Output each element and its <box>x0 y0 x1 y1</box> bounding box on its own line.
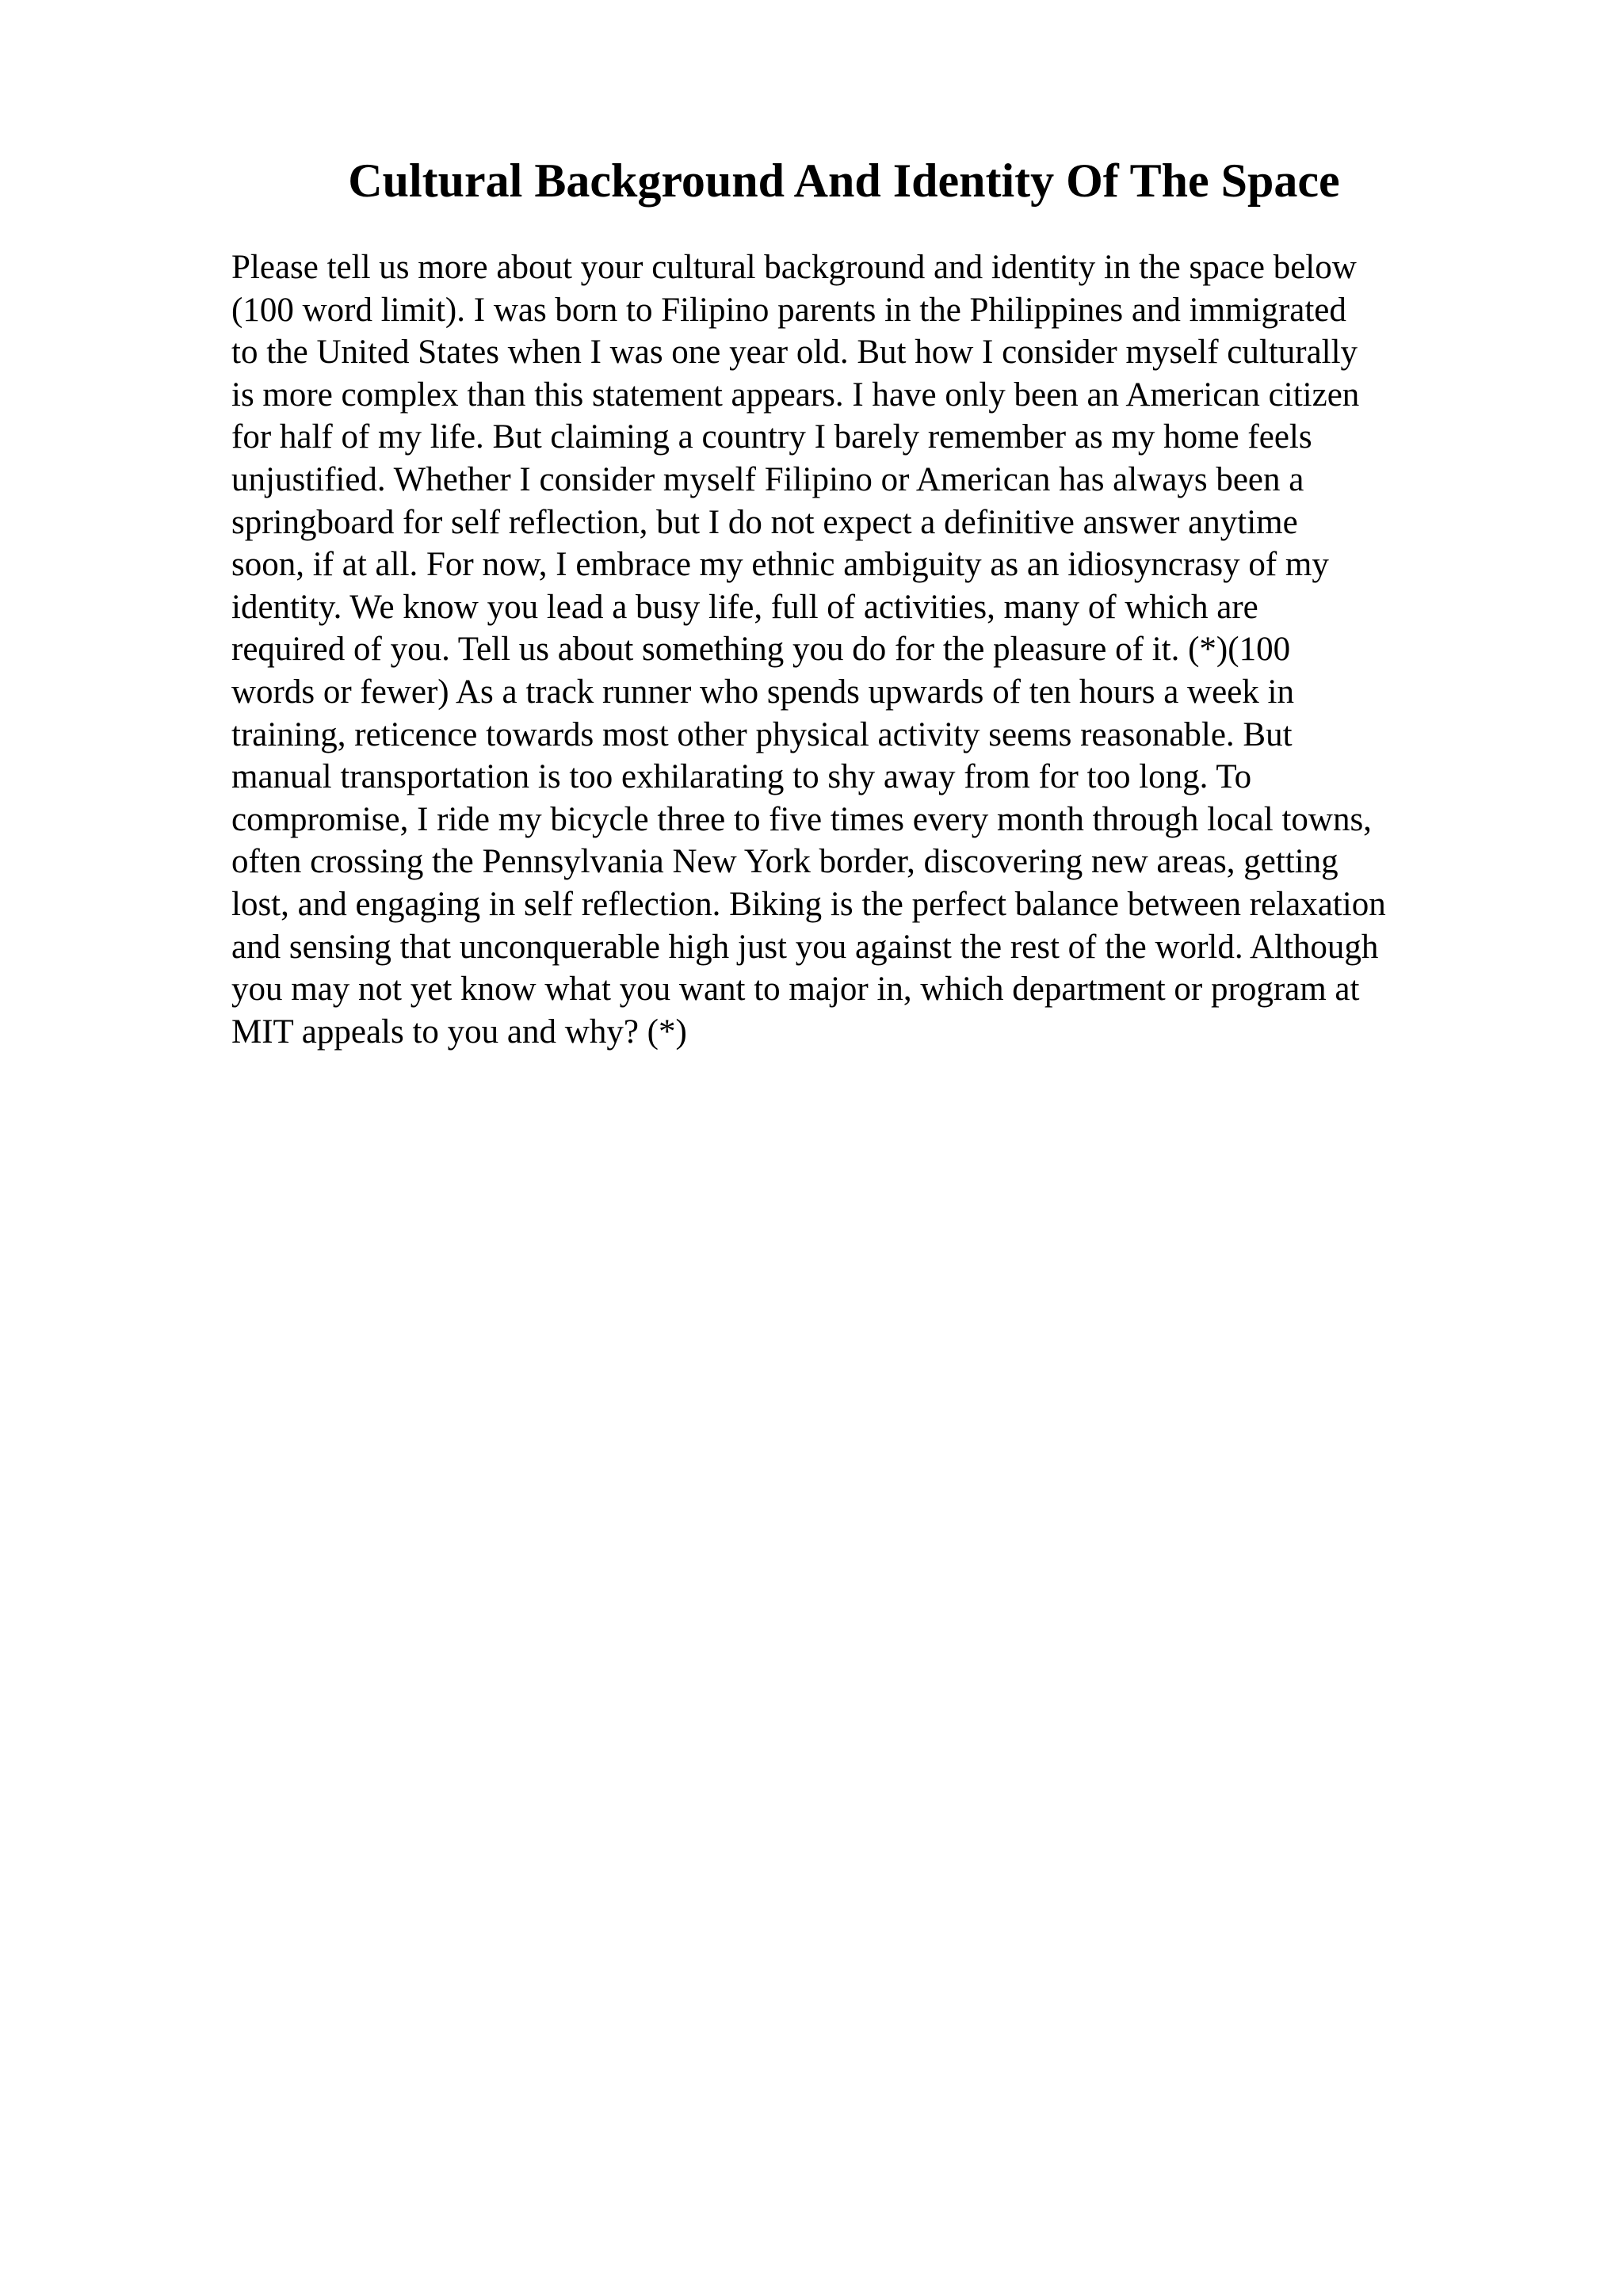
body-line: to the United States when I was one year old. But how I consider myself culturally <box>231 334 1358 372</box>
body-line: Please tell us more about your cultural background and identity in the space below <box>231 249 1357 286</box>
body-line: for half of my life. But claiming a country I barely remember as my home feels <box>231 418 1312 456</box>
body-line: identity. We know you lead a busy life, full of activities, many of which are <box>231 588 1258 626</box>
body-line: (100 word limit). I was born to Filipino parents in the Philippines and immigrated <box>231 291 1346 329</box>
body-line: you may not yet know what you want to major in, which department or program at <box>231 971 1360 1009</box>
body-line: training, reticence towards most other physical activity seems reasonable. But <box>231 715 1293 753</box>
body-line: lost, and engaging in self reflection. Biking is the perfect balance between relaxation <box>231 885 1386 923</box>
body-line: MIT appeals to you and why? (*) <box>231 1013 687 1051</box>
body-line: and sensing that unconquerable high just you against the rest of the world. Although <box>231 928 1379 966</box>
body-line: manual transportation is too exhilarating to shy away from for too long. To <box>231 758 1252 796</box>
page-title: Cultural Background And Identity Of The Space <box>348 154 1340 207</box>
body-paragraph <box>231 246 1499 1053</box>
body-line: soon, if at all. For now, I embrace my ethnic ambiguity as an idiosyncrasy of my <box>231 546 1329 584</box>
body-line: compromise, I ride my bicycle three to five times every month through local towns, <box>231 800 1372 838</box>
body-line: required of you. Tell us about something you do for the pleasure of it. (*)(100 <box>231 631 1291 669</box>
body-line: words or fewer) As a track runner who spends upwards of ten hours a week in <box>231 673 1294 711</box>
body-line: springboard for self reflection, but I do not expect a definitive answer anytime <box>231 503 1298 541</box>
body-line: unjustified. Whether I consider myself Filipino or American has always been a <box>231 460 1304 498</box>
body-line: is more complex than this statement appears. I have only been an American citizen <box>231 376 1360 414</box>
body-line: often crossing the Pennsylvania New York border, discovering new areas, getting <box>231 843 1338 881</box>
